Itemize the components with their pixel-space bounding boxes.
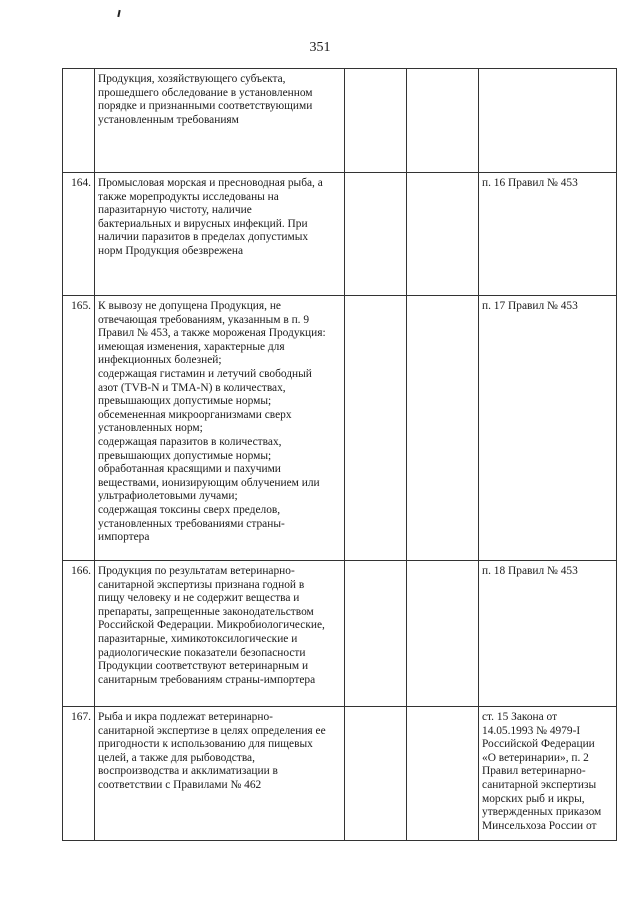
scan-speck: [117, 10, 120, 17]
requirement-line: санитарной экспертизе в целях определения ее: [98, 724, 326, 737]
requirement-line: пригодности к использованию для пищевых: [98, 738, 313, 751]
requirement-cell: [95, 296, 345, 561]
requirement-line: установленным требованиям: [98, 113, 239, 126]
requirement-line: содержащая токсины сверх пределов,: [98, 503, 281, 516]
row-number-cell: [63, 69, 95, 173]
requirement-line: веществами, ионизирующим облучением или: [98, 476, 320, 489]
reference-line: утвержденных приказом: [482, 806, 602, 819]
table-row: [63, 173, 617, 296]
requirement-line: содержащая паразитов в количествах,: [98, 435, 282, 448]
requirement-line: обработанная красящими и пахучими: [98, 463, 281, 476]
requirement-cell: [95, 69, 345, 173]
requirement-line: обсемененная микроорганизмами сверх: [98, 408, 292, 421]
requirement-line: Российской Федерации. Микробиологические,: [98, 619, 325, 632]
reference-line: Минсельхоза России от: [482, 819, 597, 832]
reference-line: п. 18 Правил № 453: [482, 565, 578, 577]
reference-cell: [479, 561, 617, 707]
row-number-cell: 164.: [63, 173, 95, 296]
reference-line: 14.05.1993 № 4979-I: [482, 724, 581, 737]
requirement-line: соответствии с Правилами № 462: [98, 778, 262, 791]
table-row: [63, 296, 617, 561]
page-number: 351: [309, 40, 331, 55]
requirement-line: норм Продукция обезврежена: [98, 244, 244, 257]
requirement-line: препараты, запрещенные законодательством: [98, 605, 314, 618]
table-body: [63, 69, 617, 841]
requirement-line: Промысловая морская и пресноводная рыба, а: [98, 177, 323, 189]
row-number-cell: 165.: [63, 296, 95, 561]
requirement-line: инфекционных болезней;: [98, 354, 222, 367]
requirement-line: санитарным требованиям страны-импортера: [98, 673, 316, 686]
reference-line: п. 16 Правил № 453: [482, 177, 578, 189]
requirement-line: превышающих допустимые нормы;: [98, 449, 272, 462]
requirement-line: бактериальных и вирусных инфекций. При: [98, 217, 308, 230]
requirement-line: Рыба и икра подлежат ветеринарно-: [98, 711, 273, 723]
requirement-line: Правил № 453, а также мороженая Продукция:: [98, 327, 326, 340]
requirement-line: отвечающая требованиям, указанным в п. 9: [98, 313, 310, 326]
reference-cell: [479, 173, 617, 296]
requirement-line: порядке и признанными соответствующими: [98, 100, 313, 113]
requirement-cell: [95, 561, 345, 707]
reference-cell: [479, 69, 617, 173]
requirement-line: наличии паразитов в пределах допустимых: [98, 231, 309, 244]
reference-cell: [479, 296, 617, 561]
empty-cell: [407, 296, 479, 561]
requirement-line: превышающих допустимые нормы;: [98, 395, 272, 408]
table-row: [63, 561, 617, 707]
row-number-cell: 167.: [63, 707, 95, 841]
requirement-line: установленных норм;: [98, 422, 203, 435]
empty-cell: [345, 561, 407, 707]
empty-cell: [345, 69, 407, 173]
empty-cell: [407, 561, 479, 707]
requirement-line: импортера: [98, 531, 150, 544]
empty-cell: [407, 173, 479, 296]
requirement-line: содержащая гистамин и летучий свободный: [98, 367, 312, 380]
empty-cell: [407, 69, 479, 173]
reference-line: п. 17 Правил № 453: [482, 300, 578, 312]
requirement-cell: [95, 173, 345, 296]
reference-line: морских рыб и икры,: [482, 792, 585, 805]
requirement-line: ультрафиолетовыми лучами;: [98, 490, 238, 503]
table-row: [63, 707, 617, 841]
requirement-line: радиологические показатели безопасности: [98, 646, 306, 659]
table-row: [63, 69, 617, 173]
reference-line: Правил ветеринарно-: [482, 765, 586, 778]
requirement-line: азот (TVB-N и TMA-N) в количествах,: [98, 381, 286, 394]
requirement-line: Продукции соответствуют ветеринарным и: [98, 660, 309, 673]
empty-cell: [345, 296, 407, 561]
requirement-line: воспроизводства и акклиматизации в: [98, 765, 278, 778]
reference-line: Российской Федерации: [482, 738, 595, 751]
requirement-line: паразитарную чистоту, наличие: [98, 204, 252, 217]
requirement-line: целей, а также для рыбоводства,: [98, 751, 255, 764]
reference-line: санитарной экспертизы: [482, 778, 597, 791]
requirement-line: Продукция по результатам ветеринарно-: [98, 565, 295, 577]
requirement-line: Продукция, хозяйствующего субъекта,: [98, 73, 286, 85]
requirement-line: установленных требованиями страны-: [98, 517, 285, 530]
reference-line: ст. 15 Закона от: [482, 711, 558, 723]
row-number-cell: 166.: [63, 561, 95, 707]
requirement-line: санитарной экспертизы признана годной в: [98, 578, 305, 591]
requirement-cell: [95, 707, 345, 841]
requirement-line: К вывозу не допущена Продукция, не: [98, 300, 281, 312]
requirement-line: имеющая изменения, характерные для: [98, 340, 285, 353]
requirement-line: пищу человеку и не содержит вещества и: [98, 592, 300, 605]
requirement-line: прошедшего обследование в установленном: [98, 86, 313, 99]
requirement-line: также морепродукты исследованы на: [98, 190, 279, 203]
requirement-line: паразитарные, химикотоксилогические и: [98, 632, 298, 645]
requirements-table: [62, 68, 617, 841]
empty-cell: [407, 707, 479, 841]
reference-cell: [479, 707, 617, 841]
empty-cell: [345, 707, 407, 841]
reference-line: «О ветеринарии», п. 2: [482, 751, 589, 764]
empty-cell: [345, 173, 407, 296]
